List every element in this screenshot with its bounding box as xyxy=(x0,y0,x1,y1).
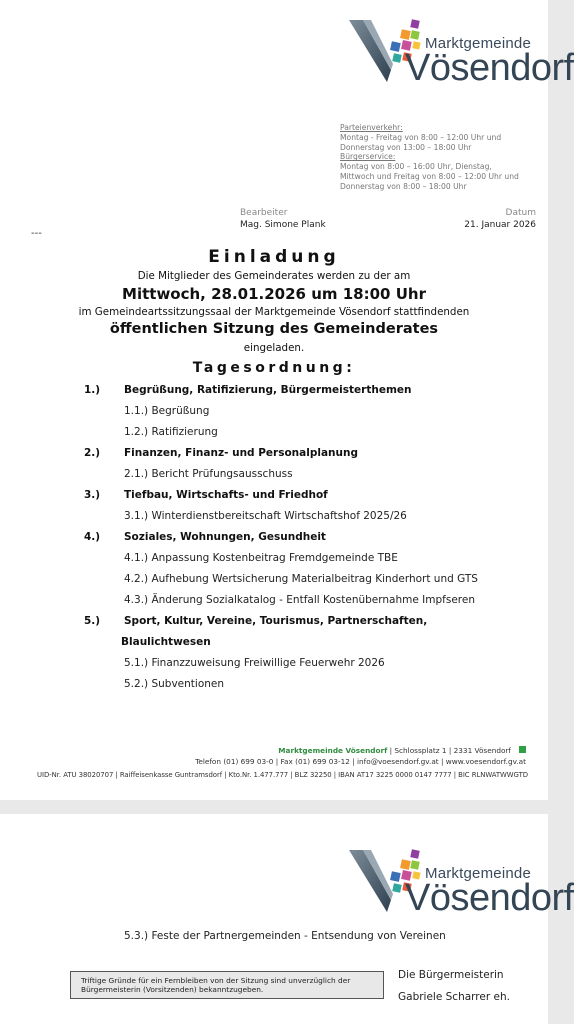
logo-main-text: Vösendorf xyxy=(405,47,574,89)
buerger-line: Montag von 8:00 – 16:00 Uhr, Dienstag, xyxy=(340,162,492,172)
agenda-heading: Begrüßung, Ratifizierung, Bürgermeisterthemen xyxy=(124,384,412,396)
parteien-heading: Parteienverkehr: xyxy=(340,123,403,132)
agenda-title: Tagesordnung: xyxy=(192,360,356,376)
date-block xyxy=(464,207,536,231)
agenda-subitem-text: 1.2.) Ratifizierung xyxy=(124,426,218,438)
date-label: Datum xyxy=(505,208,536,218)
session-name: öffentlichen Sitzung des Gemeinderates xyxy=(109,321,439,337)
footer-contact: Telefon (01) 699 03-0 | Fax (01) 699 03-12 | info@voesendorf.gv.at | www.voesendorf.gv.at xyxy=(195,757,526,766)
signature-role: Die Bürgermeisterin xyxy=(398,969,504,981)
agenda-heading: Soziales, Wohnungen, Gesundheit xyxy=(124,531,326,543)
agenda-subitem-text: 5.1.) Finanzzuweisung Freiwillige Feuerwehr 2026 xyxy=(124,657,385,669)
footer-bank: UID-Nr. ATU 38020707 | Raiffeisenkasse Guntramsdorf | Kto.Nr. 1.477.777 | BLZ 32250 | IBAN AT17 3225 0000 0147 7777 | BIC RLNWATWWGTD xyxy=(37,771,529,779)
buerger-heading: Bürgerservice: xyxy=(340,152,396,162)
logo-top-text: Marktgemeinde xyxy=(425,865,531,882)
agenda-number: 3.) xyxy=(84,489,101,501)
agenda-subitem-text: 2.1.) Bericht Prüfungsausschuss xyxy=(124,468,293,480)
agenda-subitem-text: 4.1.) Anpassung Kostenbeitrag Fremdgemeinde TBE xyxy=(124,552,398,564)
office-hours xyxy=(340,123,545,192)
editor-block xyxy=(240,207,326,231)
footer-org: Marktgemeinde Vösendorf xyxy=(278,746,388,755)
agenda-number: 4.) xyxy=(84,531,101,543)
agenda-number: 5.) xyxy=(84,615,101,627)
invitation-closing: eingeladen. xyxy=(243,342,305,354)
editor-value: Mag. Simone Plank xyxy=(240,220,326,230)
absence-notice-box xyxy=(70,971,384,999)
agenda-number: 1.) xyxy=(84,384,101,396)
agenda-number: 2.) xyxy=(84,447,101,459)
notice-line: Triftige Gründe für ein Fernbleiben von der Sitzung sind unverzüglich der xyxy=(81,976,351,985)
meeting-location: im Gemeindeartssitzungssaal der Marktgemeinde Vösendorf stattfindenden xyxy=(78,306,470,318)
agenda-subitem-text: 5.2.) Subventionen xyxy=(124,678,225,690)
municipality-logo xyxy=(347,18,574,90)
agenda-subitem-text: 3.1.) Winterdienstbereitschaft Wirtschaftshof 2025/26 xyxy=(124,510,407,522)
signature-name: Gabriele Scharrer eh. xyxy=(398,991,510,1003)
separator-dashes: --- xyxy=(31,228,42,239)
agenda-subitem-text: 1.1.) Begrüßung xyxy=(124,405,210,417)
notice-line: Bürgermeisterin (Vorsitzenden) bekanntzugeben. xyxy=(81,985,264,995)
buerger-line: Mittwoch und Freitag von 8:00 – 12:00 Uhr und xyxy=(340,171,519,181)
invitation-title: Einladung xyxy=(208,247,340,267)
date-value: 21. Januar 2026 xyxy=(464,220,536,230)
green-square-icon xyxy=(519,746,526,753)
logo-top-text: Marktgemeinde xyxy=(425,35,531,52)
meeting-date: Mittwoch, 28.01.2026 um 18:00 Uhr xyxy=(122,285,426,303)
logo-main-text: Vösendorf xyxy=(405,877,574,919)
buerger-line: Donnerstag von 8:00 – 18:00 Uhr xyxy=(340,181,467,191)
footer-address-text: | Schlossplatz 1 | 2331 Vösendorf xyxy=(387,746,511,755)
agenda-subitem-text: 4.2.) Aufhebung Wertsicherung Materialbeitrag Kinderhort und GTS xyxy=(124,573,478,585)
document-page-2 xyxy=(0,814,574,1024)
parteien-line: Montag - Freitag von 8:00 – 12:00 Uhr und xyxy=(340,132,502,142)
agenda-subitem-text: 5.3.) Feste der Partnergemeinden - Entsendung von Vereinen xyxy=(124,930,446,942)
agenda-subitem-text: 4.3.) Änderung Sozialkatalog - Entfall Kostenübernahme Impfseren xyxy=(124,594,475,606)
agenda-heading-continuation: Blaulichtwesen xyxy=(121,636,211,648)
editor-label: Bearbeiter xyxy=(240,208,288,218)
parteien-line: Donnerstag von 13:00 – 18:00 Uhr xyxy=(340,142,472,152)
agenda-heading: Sport, Kultur, Vereine, Tourismus, Partnerschaften, xyxy=(124,615,428,627)
agenda-heading: Tiefbau, Wirtschafts- und Friedhof xyxy=(124,489,328,501)
invitation-intro: Die Mitglieder des Gemeinderates werden zu der am xyxy=(137,270,411,282)
municipality-logo xyxy=(347,848,574,920)
agenda-heading: Finanzen, Finanz- und Personalplanung xyxy=(124,447,358,459)
footer-address xyxy=(278,746,526,755)
